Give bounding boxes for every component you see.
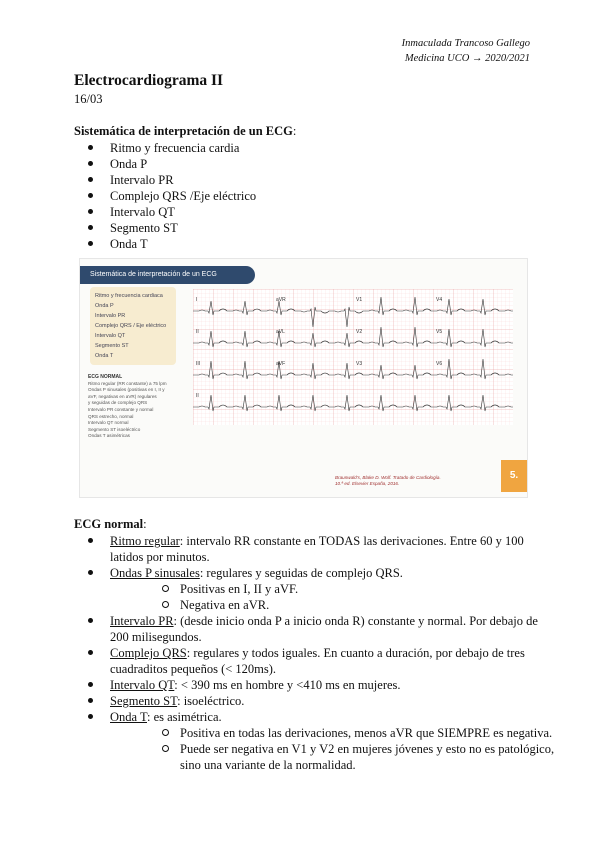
sub-list-item: Negativa en aVR.	[110, 597, 554, 613]
systematic-list	[74, 140, 256, 252]
page-title: Electrocardiograma II	[74, 72, 224, 89]
list-item: Complejo QRS: regulares y todos iguales. En cuanto a duración, por debajo de tres cuadraditos pequeños (< 120ms).	[74, 645, 554, 677]
list-item: Segmento ST	[74, 220, 256, 236]
ecg-lead-label: V2	[356, 329, 363, 335]
ecg-lead-label: II	[196, 393, 199, 399]
list-item: Ritmo regular: intervalo RR constante en TODAS las derivaciones. Entre 60 y 100 latidos por minutos.	[74, 533, 554, 565]
ecg-lead-label: III	[196, 361, 201, 367]
ecg-lead-label: aVR	[276, 297, 286, 303]
sub-list-item: Positivas en I, II y aVF.	[110, 581, 554, 597]
ecg-lead-label: I	[196, 297, 198, 303]
normal-ecg-title: ECG normal:	[74, 517, 147, 531]
list-item: Intervalo PR	[74, 172, 256, 188]
sub-list-item: Positiva en todas las derivaciones, menos aVR que SIEMPRE es negativa.	[110, 725, 554, 741]
list-item: Intervalo QT	[74, 204, 256, 220]
slide-normal-note: ECG NORMAL Ritmo regular (RR constante) a 75 lpm Ondas P sinusales (positivas en I, II y aVF, negativas en aVR) regulares y seguidas de complejo QRS Intervalo PR constante y normal QRS estrecho, normal Intervalo QT normal Segmento ST isoeléctrico Ondas T asimétricas	[88, 374, 167, 439]
ecg-lead-label: V3	[356, 361, 363, 367]
ecg-lead-label: V6	[436, 361, 443, 367]
ecg-lead-label: aVL	[276, 329, 285, 335]
ecg-lead-label: V1	[356, 297, 363, 303]
slide-page-number: 5.	[501, 460, 527, 492]
list-item: Complejo QRS /Eje eléctrico	[74, 188, 256, 204]
slide-checklist-box: Ritmo y frecuencia cardiaca Onda P Intervalo PR Complejo QRS / Eje eléctrico Intervalo QT Segmento ST Onda T	[90, 287, 176, 365]
ecg-lead-label: II	[196, 329, 199, 335]
systematic-title: Sistemática de interpretación de un ECG:	[74, 124, 297, 138]
list-item: Intervalo QT: < 390 ms en hombre y <410 ms en mujeres.	[74, 677, 554, 693]
header-author: Inmaculada Trancoso Gallego	[401, 38, 530, 49]
list-item: Ondas P sinusales: regulares y seguidas de complejo QRS. Positivas en I, II y aVF. Negativa en aVR.	[74, 565, 554, 613]
page-header	[402, 36, 530, 66]
header-course: Medicina UCO → 2020/2021	[404, 53, 530, 64]
list-item: Onda P	[74, 156, 256, 172]
page-date: 16/03	[74, 92, 103, 106]
ecg-slide-image	[79, 258, 528, 498]
slide-banner: Sistemática de interpretación de un ECG	[80, 266, 255, 284]
ecg-lead-label: V5	[436, 329, 443, 335]
slide-credit: Braunwald's, Blake D. Wolf. Tratado de Cardiología. 10.ª ed. Elsevier España, 2016.	[335, 475, 441, 486]
list-item: Segmento ST: isoeléctrico.	[74, 693, 554, 709]
list-item: Onda T: es asimétrica. Positiva en todas las derivaciones, menos aVR que SIEMPRE es negativa. Puede ser negativa en V1 y V2 en mujeres jóvenes y esto no es patológico, sino una variante de la normalidad.	[74, 709, 554, 773]
ecg-lead-label: V4	[436, 297, 443, 303]
sub-list-item: Puede ser negativa en V1 y V2 en mujeres jóvenes y esto no es patológico, sino una variante de la normalidad.	[110, 741, 554, 773]
list-item: Onda T	[74, 236, 256, 252]
ecg-trace	[193, 289, 513, 425]
list-item: Ritmo y frecuencia cardia	[74, 140, 256, 156]
ecg-lead-label: aVF	[276, 361, 286, 367]
normal-ecg-list	[74, 533, 554, 773]
list-item: Intervalo PR: (desde inicio onda P a inicio onda R) constante y normal. Por debajo de 200 milisegundos.	[74, 613, 554, 645]
